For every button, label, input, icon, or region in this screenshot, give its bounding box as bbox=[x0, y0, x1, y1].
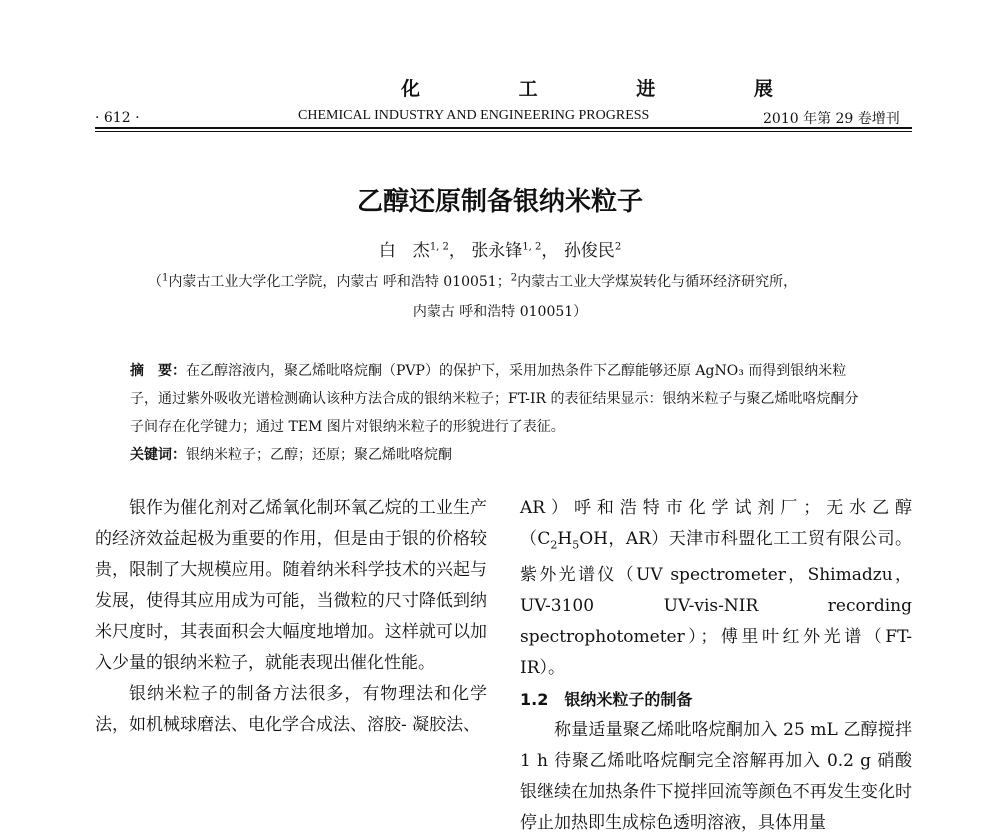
journal-title-cn: 化 工 进 展 bbox=[401, 78, 819, 100]
header-rule-thin bbox=[95, 131, 912, 132]
author-name: 白 杰 bbox=[378, 241, 430, 261]
abstract-block bbox=[130, 357, 872, 469]
author-affiliation-mark: 1, 2 bbox=[429, 241, 449, 253]
author-affiliation-mark: 2 bbox=[614, 241, 622, 253]
author-list: 白 杰$^{1, 2}$， 张永锋$^{1, 2}$， 孙俊民$^2$ bbox=[378, 241, 622, 261]
paper-title: 乙醇还原制备银纳米粒子 bbox=[356, 187, 643, 217]
body-paragraph: 银纳米粒子的制备方法很多，有物理法和化学法，如机械球磨法、电化学合成法、溶胶- 凝胶法、 bbox=[95, 684, 487, 735]
section-heading: 1.2 银纳米粒子的制备 bbox=[520, 690, 693, 710]
body-paragraph: 银作为催化剂对乙烯氧化制环氧乙烷的工业生产的经济效益起极为重要的作用，但是由于银的价格较贵，限制了大规模应用。随着纳米科学技术的兴起与发展，使得其应用成为可能，当微粒的尺寸降低到纳米尺度时，其表面积会大幅度地增加。这样就可以加入少量的银纳米粒子，就能表现出催化性能。 bbox=[95, 498, 487, 673]
keywords-text: 银纳米粒子；乙醇；还原；聚乙烯吡咯烷酮 bbox=[186, 447, 452, 463]
author-name: 张永锋 bbox=[471, 241, 523, 261]
body-left-column bbox=[95, 493, 487, 741]
author-name: 孙俊民 bbox=[563, 241, 615, 261]
journal-title-en: CHEMICAL INDUSTRY AND ENGINEERING PROGRESS bbox=[298, 108, 650, 123]
body-right-column bbox=[520, 493, 912, 839]
author-affiliation-mark: 1, 2 bbox=[522, 241, 542, 253]
affiliation-line-1: （$^1$内蒙古工业大学化工学院，内蒙古 呼和浩特 010051；$^2$内蒙古工业大学煤炭转化与循环经济研究所， bbox=[148, 272, 798, 290]
keywords bbox=[130, 441, 872, 469]
issue-info: 2010 年第 29 卷增刊 bbox=[763, 111, 900, 127]
abstract-label: 摘 要： bbox=[130, 363, 186, 379]
keywords-label: 关键词： bbox=[130, 447, 186, 463]
affiliation-line-2: 内蒙古 呼和浩特 010051） bbox=[412, 304, 588, 320]
body-paragraph: AR）呼和浩特市化学试剂厂；无水乙醇（$C_2H_5OH$，AR）天津市科盟化工工贸有限公司。紫外光谱仪（UV spectrometer，Shimadzu，UV-3100 UV-vis-NIR recording spectrophotometer）；傅里叶红外光谱（FT-IR）。 bbox=[520, 498, 912, 679]
body-paragraph: 称量适量聚乙烯吡咯烷酮加入 25 mL 乙醇搅拌 1 h 待聚乙烯吡咯烷酮完全溶解再加入 0.2 g 硝酸银继续在加热条件下搅拌回流等颜色不再发生变化时停止加热即生成棕色透明溶液，具体用量 bbox=[520, 720, 912, 834]
abstract-text: 在乙醇溶液内，聚乙烯吡咯烷酮（PVP）的保护下，采用加热条件下乙醇能够还原 AgNO₃ 而得到银纳米粒子，通过紫外吸收光谱检测确认该种方法合成的银纳米粒子；FT-IR 的表征结果显示：银纳米粒子与聚乙烯吡咯烷酮分子间存在化学键力；通过 TEM 图片对银纳米粒子的形貌进行了表征。 bbox=[130, 363, 859, 435]
header-rule-thick bbox=[95, 127, 912, 129]
page-number: · 612 · bbox=[95, 110, 140, 126]
abstract bbox=[130, 357, 872, 441]
